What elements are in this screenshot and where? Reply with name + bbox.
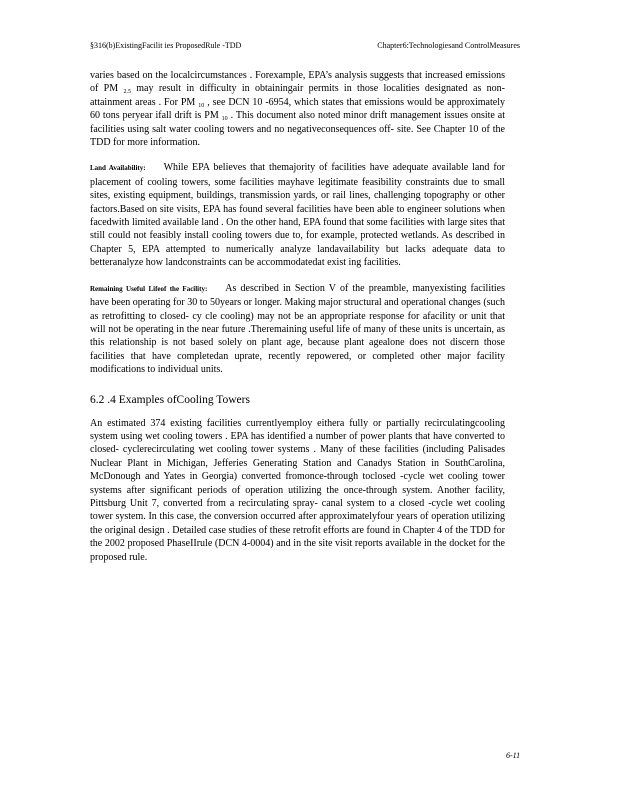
- paragraph-examples: An estimated 374 existing facilities currentlyemploy eithera fully or partially recirculatingcooling system using wet cooling towers . EPA has identified a number of power plants that have converted to closed- cyclerecirculating wet cooling tower systems . Many of these facilities (including Palisades Nuclear Plant in Michigan, Jefferies Generating Station and Canadys Station in SouthCarolina, McDonough and Yates in Georgia) converted fromonce-through toclosed -cycle wet cooling tower systems after significant periods of operation utilizing the once-through system. Another facility, Pittsburg Unit 7, converted from a recirculating spray- canal system to a closed -cycle wet cooling tower system. In this case, the conversion occurred after approximatelyfour years of operation utilizing the original design . Detailed case studies of these retrofit efforts are found in Chapter 4 of the TDD for the 2002 proposed PhaseIIrule (DCN 4-0004) and in the site visit reports available in the docket for the proposed rule.: [90, 417, 505, 563]
- header-left: §316(b)ExistingFacilit ies ProposedRule -TDD: [90, 41, 242, 50]
- paragraph-emissions: varies based on the localcircumstances . Forexample, EPA’s analysis suggests that increased emissions of PM $_{2.5}$ may result in difficulty in obtainingair permits in those localities designated as non- attainment areas . For PM $_{10}$ , see DCN 10 -6954, which states that emissions would be approximately 60 tons peryear ifall drift is PM $_{10}$ . This document also noted minor drift management issues onsite at facilities using salt water cooling towers and no negativeconsequences off- site. See Chapter 10 of the TDD for more information.: [90, 70, 506, 149]
- runin-heading-remaining-life: Remaining Useful Lifeof the Facility:: [90, 284, 208, 293]
- paragraph-remaining-life: Remaining Useful Lifeof the Facility: As described in Section V of the preamble, manyexisting facilities have been operating for 30 to 50years or longer. Making major structural and operational changes (such as retrofitting to closed- cy cle cooling) may not be an appropriate response for afacility or unit that will not be operating in the near future .Theremaining useful life of many of these units is uncertain, as this relationship is not based solely on plant age, because plant agealone does not discern those facilities that have completedan uprate, recently repowered, or completed other major facility modifications to individual units.: [90, 282, 505, 376]
- runin-heading-land: Land Availability:: [90, 164, 146, 173]
- header-right: Chapter6:Technologiesand ControlMeasures: [377, 41, 520, 50]
- page-content: [90, 69, 505, 576]
- page-number: 6-11: [506, 751, 521, 760]
- paragraph-land-availability: Land Availability: While EPA believes that themajority of facilities have adequate available land for placement of cooling towers, some facilities mayhave legitimate feasibility constraints due to small sites, existing equipment, buildings, transmission yards, or rail lines, challenging topography or other factors.Based on site visits, EPA has found several facilities have been able to engineer solutions when facedwith limited available land . On the other hand, EPA found that some facilities with large sites that still could not feasibly install cooling towers due to, for example, protected wetlands. As described in Chapter 5, EPA attempted to numerically analyze landavailability but lacks adequate data to betteranalyze how landconstraints can be accommodatedat exist ing facilities.: [90, 162, 505, 269]
- running-header: [90, 40, 520, 52]
- section-heading: 6.2 .4 Examples ofCooling Towers: [90, 393, 250, 406]
